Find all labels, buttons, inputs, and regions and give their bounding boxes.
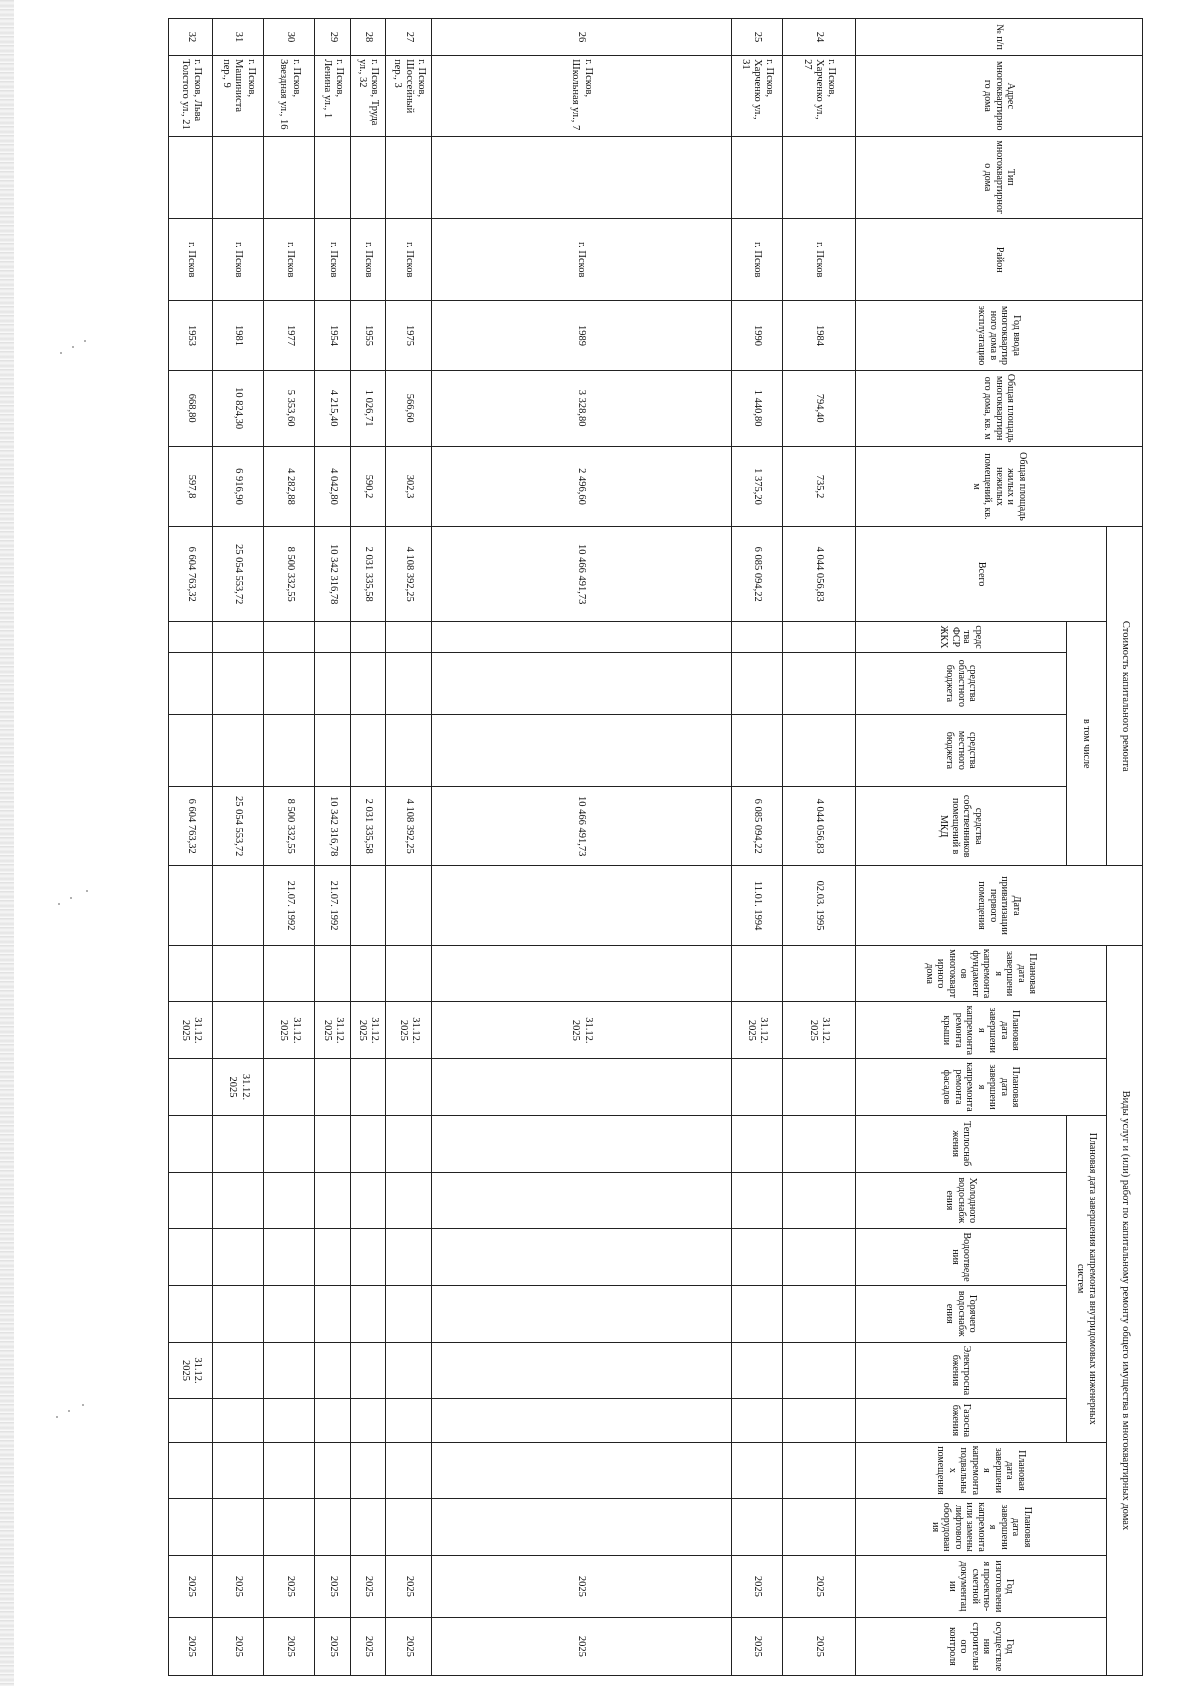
cell-sewage [386,1229,432,1286]
header-control-year: Год осуществления строительного контроля [856,1617,1107,1675]
cell-roof: 31.12. 2025 [731,1002,782,1059]
cell-total-area: 5 353,60 [264,370,315,446]
header-cost-group: Стоимость капитального ремонта [1107,527,1143,866]
cell-privatization: 11.01. 1994 [731,866,782,945]
cell-cost-regional [264,652,315,714]
cell-facade [264,1059,315,1116]
cell-facade: 31.12. 2025 [213,1059,264,1116]
cell-gas [315,1399,351,1442]
cell-total-area: 4 215,40 [315,370,351,446]
scan-edge [0,0,14,1686]
cell-living-area: 4 282,88 [264,446,315,526]
cell-cost-local [731,714,782,786]
cell-facade [386,1059,432,1116]
cell-foundation [386,945,432,1002]
scan-speck [60,352,62,354]
cell-cost-local [351,714,387,786]
cell-basement [782,1442,855,1499]
cell-cold-water [351,1172,387,1229]
cell-cost-owners: 10 342 316,78 [315,786,351,865]
cell-foundation [315,945,351,1002]
cell-control-year: 2025 [351,1617,387,1675]
cell-pdd-year: 2025 [264,1555,315,1617]
scan-speck [58,903,60,905]
cell-privatization [351,866,387,945]
cell-num: 31 [213,19,264,56]
cell-cost-total: 2 031 335,58 [351,527,387,622]
cell-gas [782,1399,855,1442]
cell-foundation [351,945,387,1002]
header-living-area: Общая площадь жилых и нежилых помещений, кв. м [856,446,1143,526]
cell-address: г. Псков, Льва Толстого ул., 21 [169,56,213,136]
header-hot-water: Горячего водоснабжения [856,1285,1067,1342]
cell-hot-water [169,1285,213,1342]
header-elevator: Плановая дата завершения капремонта или замены лифтового оборудования [856,1499,1107,1556]
cell-cost-total: 4 044 056,83 [782,527,855,622]
cell-facade [351,1059,387,1116]
cell-cost-fsr [315,622,351,653]
cell-cost-fsr [432,622,732,653]
header-sewage: Водоотведения [856,1229,1067,1286]
cell-year-built: 1990 [731,301,782,370]
cell-cost-fsr [169,622,213,653]
header-cost-local: средства местного бюджета [856,714,1067,786]
cell-sewage [432,1229,732,1286]
cell-cost-regional [315,652,351,714]
cell-elevator [351,1499,387,1556]
cell-address: г. Псков, Труда ул., 32 [351,56,387,136]
header-cost-fsr: средства ФСР ЖКХ [856,622,1067,653]
cell-control-year: 2025 [782,1617,855,1675]
cell-cost-owners: 6 604 763,32 [169,786,213,865]
cell-foundation [169,945,213,1002]
cell-roof: 31.12. 2025 [432,1002,732,1059]
cell-num: 24 [782,19,855,56]
cell-cold-water [731,1172,782,1229]
header-house-type: Тип многоквартирного дома [856,136,1143,218]
cell-foundation [432,945,732,1002]
cell-living-area: 590,2 [351,446,387,526]
cell-num: 26 [432,19,732,56]
cell-house-type [264,136,315,218]
scan-speck [86,890,88,892]
cell-cold-water [169,1172,213,1229]
cell-pdd-year: 2025 [782,1555,855,1617]
cell-cost-owners: 10 466 491,73 [432,786,732,865]
cell-basement [731,1442,782,1499]
cell-year-built: 1953 [169,301,213,370]
cell-year-built: 1977 [264,301,315,370]
cell-cost-fsr [731,622,782,653]
cell-heating [351,1115,387,1172]
cell-elevator [432,1499,732,1556]
header-works-group: Виды услуг и (или) работ по капитальному ремонту общего имущества в многоквартирных домах [1107,945,1143,1675]
cell-control-year: 2025 [386,1617,432,1675]
cell-electric [731,1342,782,1399]
cell-cost-owners: 2 031 335,58 [351,786,387,865]
cell-basement [351,1442,387,1499]
cell-roof: 31.12. 2025 [169,1002,213,1059]
cell-cold-water [315,1172,351,1229]
cell-house-type [169,136,213,218]
cell-foundation [731,945,782,1002]
cell-cold-water [432,1172,732,1229]
cell-hot-water [432,1285,732,1342]
cell-cost-regional [731,652,782,714]
cell-cost-total: 6 604 763,32 [169,527,213,622]
cell-living-area: 302,3 [386,446,432,526]
cell-cost-total: 10 466 491,73 [432,527,732,622]
cell-district: г. Псков [782,218,855,300]
header-electric: Электроснабжения [856,1342,1067,1399]
cell-cost-total: 6 085 094,22 [731,527,782,622]
cell-privatization [432,866,732,945]
cell-pdd-year: 2025 [432,1555,732,1617]
cell-total-area: 3 328,80 [432,370,732,446]
cell-basement [315,1442,351,1499]
cell-living-area: 597,8 [169,446,213,526]
cell-cost-regional [169,652,213,714]
cell-address: г. Псков, Шоссейный пер., 3 [386,56,432,136]
scan-speck [68,1410,70,1412]
cell-address: г. Псков, Харченко ул., 31 [731,56,782,136]
cell-roof: 31.12. 2025 [782,1002,855,1059]
cell-basement [432,1442,732,1499]
cell-year-built: 1984 [782,301,855,370]
cell-gas [731,1399,782,1442]
cell-living-area: 4 042,80 [315,446,351,526]
cell-total-area: 1 026,71 [351,370,387,446]
cell-pdd-year: 2025 [213,1555,264,1617]
cell-electric [782,1342,855,1399]
cell-cost-local [315,714,351,786]
table-row [351,19,387,1676]
cell-house-type [213,136,264,218]
cell-privatization: 02.03. 1995 [782,866,855,945]
cell-cost-owners: 4 108 392,25 [386,786,432,865]
cell-cost-owners: 8 500 332,55 [264,786,315,865]
cell-num: 27 [386,19,432,56]
cell-sewage [169,1229,213,1286]
cell-gas [213,1399,264,1442]
cell-year-built: 1989 [432,301,732,370]
cell-elevator [169,1499,213,1556]
header-year-built: Год ввода многоквартирного дома в эксплуатацию [856,301,1143,370]
cell-cost-regional [351,652,387,714]
cell-district: г. Псков [731,218,782,300]
cell-cost-regional [432,652,732,714]
cell-cost-local [169,714,213,786]
cell-pdd-year: 2025 [169,1555,213,1617]
cell-control-year: 2025 [169,1617,213,1675]
cell-cold-water [213,1172,264,1229]
cell-pdd-year: 2025 [351,1555,387,1617]
table-row [432,19,732,1676]
cell-gas [169,1399,213,1442]
header-cold-water: Холодного водоснабжения [856,1172,1067,1229]
cell-gas [432,1399,732,1442]
cell-electric [386,1342,432,1399]
cell-address: г. Псков, Ленина ул., 1 [315,56,351,136]
cell-control-year: 2025 [731,1617,782,1675]
cell-district: г. Псков [169,218,213,300]
header-foundation: Плановая дата завершения капремонта фундаментов многоквартирного дома [856,945,1107,1002]
cell-heating [264,1115,315,1172]
cell-cost-local [386,714,432,786]
header-address: Адрес многоквартирного дома [856,56,1143,136]
cell-control-year: 2025 [213,1617,264,1675]
cell-num: 25 [731,19,782,56]
table-row [169,19,213,1676]
table-row [386,19,432,1676]
cell-electric [213,1342,264,1399]
cell-district: г. Псков [213,218,264,300]
cell-electric: 31.12. 2025 [169,1342,213,1399]
cell-year-built: 1954 [315,301,351,370]
cell-year-built: 1981 [213,301,264,370]
cell-basement [213,1442,264,1499]
cell-cost-regional [782,652,855,714]
cell-cost-regional [386,652,432,714]
cell-cost-total: 8 500 332,55 [264,527,315,622]
cell-hot-water [264,1285,315,1342]
cell-cost-owners: 6 085 094,22 [731,786,782,865]
cell-pdd-year: 2025 [315,1555,351,1617]
cell-hot-water [351,1285,387,1342]
cell-elevator [782,1499,855,1556]
cell-cost-fsr [213,622,264,653]
cell-roof: 31.12. 2025 [351,1002,387,1059]
cell-district: г. Псков [432,218,732,300]
cell-privatization [169,866,213,945]
cell-sewage [731,1229,782,1286]
header-roof: Плановая дата завершения капремонта ремонта крыши [856,1002,1107,1059]
cell-address: г. Псков, Харченко ул., 27 [782,56,855,136]
cell-cost-local [213,714,264,786]
header-basement: Плановая дата завершения капремонта подвальных помещения [856,1442,1107,1499]
cell-basement [386,1442,432,1499]
cell-sewage [351,1229,387,1286]
table-row [213,19,264,1676]
cell-electric [351,1342,387,1399]
cell-sewage [782,1229,855,1286]
cell-house-type [432,136,732,218]
scan-speck [84,340,86,342]
cell-electric [315,1342,351,1399]
cell-living-area: 2 496,60 [432,446,732,526]
cell-living-area: 6 916,90 [213,446,264,526]
cell-elevator [315,1499,351,1556]
header-cost-owners: средства собственников помещений в МКД [856,786,1067,865]
cell-pdd-year: 2025 [386,1555,432,1617]
cell-sewage [213,1229,264,1286]
cell-control-year: 2025 [315,1617,351,1675]
cell-facade [315,1059,351,1116]
cell-cost-fsr [351,622,387,653]
cell-total-area: 1 440,80 [731,370,782,446]
cell-cost-local [432,714,732,786]
cell-roof [213,1002,264,1059]
cell-elevator [264,1499,315,1556]
cell-heating [386,1115,432,1172]
cell-heating [169,1115,213,1172]
cell-roof: 31.12. 2025 [264,1002,315,1059]
cell-total-area: 668,80 [169,370,213,446]
cell-heating [432,1115,732,1172]
cell-facade [432,1059,732,1116]
scan-speck [56,1416,58,1418]
cell-district: г. Псков [264,218,315,300]
cell-house-type [351,136,387,218]
cell-num: 32 [169,19,213,56]
cell-control-year: 2025 [432,1617,732,1675]
cell-sewage [315,1229,351,1286]
cell-cost-fsr [782,622,855,653]
cell-address: г. Псков, Школьная ул., 7 [432,56,732,136]
cell-foundation [264,945,315,1002]
cell-gas [351,1399,387,1442]
cell-basement [264,1442,315,1499]
cell-hot-water [386,1285,432,1342]
cell-privatization: 21.07. 1992 [264,866,315,945]
cell-total-area: 566,60 [386,370,432,446]
cell-roof: 31.12. 2025 [386,1002,432,1059]
cell-gas [386,1399,432,1442]
header-total-area: Общая площадь многоквартирного дома, кв. м [856,370,1143,446]
cell-district: г. Псков [386,218,432,300]
cell-district: г. Псков [315,218,351,300]
cell-house-type [731,136,782,218]
cell-cost-local [264,714,315,786]
cell-facade [782,1059,855,1116]
cell-cost-fsr [386,622,432,653]
header-num: № п/п [856,19,1143,56]
cell-year-built: 1975 [386,301,432,370]
cell-privatization [213,866,264,945]
cell-elevator [386,1499,432,1556]
cell-heating [315,1115,351,1172]
cell-heating [782,1115,855,1172]
header-systems-group: Плановая дата завершения капремонта внутридомовых инженерных систем [1067,1115,1107,1442]
header-privatization: Дата приватизации первого помещения [856,866,1143,945]
cell-foundation [782,945,855,1002]
header-cost-regional: средства областного бюджета [856,652,1067,714]
cell-elevator [213,1499,264,1556]
cell-address: г. Псков, Машиниста пер., 9 [213,56,264,136]
cell-facade [731,1059,782,1116]
cell-electric [432,1342,732,1399]
cell-cost-total: 10 342 316,78 [315,527,351,622]
cell-pdd-year: 2025 [731,1555,782,1617]
cell-cost-local [782,714,855,786]
header-facade: Плановая дата завершения капремонта ремонта фасадов [856,1059,1107,1116]
cell-sewage [264,1229,315,1286]
cell-cost-owners: 25 054 553,72 [213,786,264,865]
cell-elevator [731,1499,782,1556]
rotated-page [168,18,1143,1676]
cell-house-type [782,136,855,218]
cell-hot-water [731,1285,782,1342]
cell-living-area: 1 375,20 [731,446,782,526]
cell-electric [264,1342,315,1399]
cell-year-built: 1955 [351,301,387,370]
cell-cost-total: 4 108 392,25 [386,527,432,622]
cell-privatization [386,866,432,945]
cell-house-type [315,136,351,218]
cell-address: г. Псков, Звездная ул., 16 [264,56,315,136]
capital-repair-table [168,18,1143,1676]
cell-num: 29 [315,19,351,56]
scan-speck [82,1404,84,1406]
cell-roof: 31.12. 2025 [315,1002,351,1059]
header-cost-total: Всего [856,527,1107,622]
cell-living-area: 735,2 [782,446,855,526]
cell-hot-water [782,1285,855,1342]
cell-house-type [386,136,432,218]
header-heating: Теплоснабжения [856,1115,1067,1172]
header-pdd-year: Год изготовления проектно-сметной документации [856,1555,1107,1617]
cell-basement [169,1442,213,1499]
cell-num: 30 [264,19,315,56]
header-cost-incl: в том числе [1067,622,1107,866]
cell-cost-total: 25 054 553,72 [213,527,264,622]
cell-privatization: 21.07. 1992 [315,866,351,945]
cell-cost-regional [213,652,264,714]
cell-hot-water [213,1285,264,1342]
cell-foundation [213,945,264,1002]
scan-speck [72,346,74,348]
cell-facade [169,1059,213,1116]
cell-heating [213,1115,264,1172]
table-row [264,19,315,1676]
cell-gas [264,1399,315,1442]
cell-total-area: 794,40 [782,370,855,446]
table-row [782,19,855,1676]
table-row [731,19,782,1676]
cell-cost-fsr [264,622,315,653]
cell-district: г. Псков [351,218,387,300]
cell-cold-water [386,1172,432,1229]
cell-hot-water [315,1285,351,1342]
cell-heating [731,1115,782,1172]
cell-cold-water [782,1172,855,1229]
scan-speck [70,897,72,899]
header-gas: Газоснабжения [856,1399,1067,1442]
cell-control-year: 2025 [264,1617,315,1675]
cell-cold-water [264,1172,315,1229]
header-district: Район [856,218,1143,300]
cell-num: 28 [351,19,387,56]
table-row [315,19,351,1676]
cell-total-area: 10 824,30 [213,370,264,446]
cell-cost-owners: 4 044 056,83 [782,786,855,865]
